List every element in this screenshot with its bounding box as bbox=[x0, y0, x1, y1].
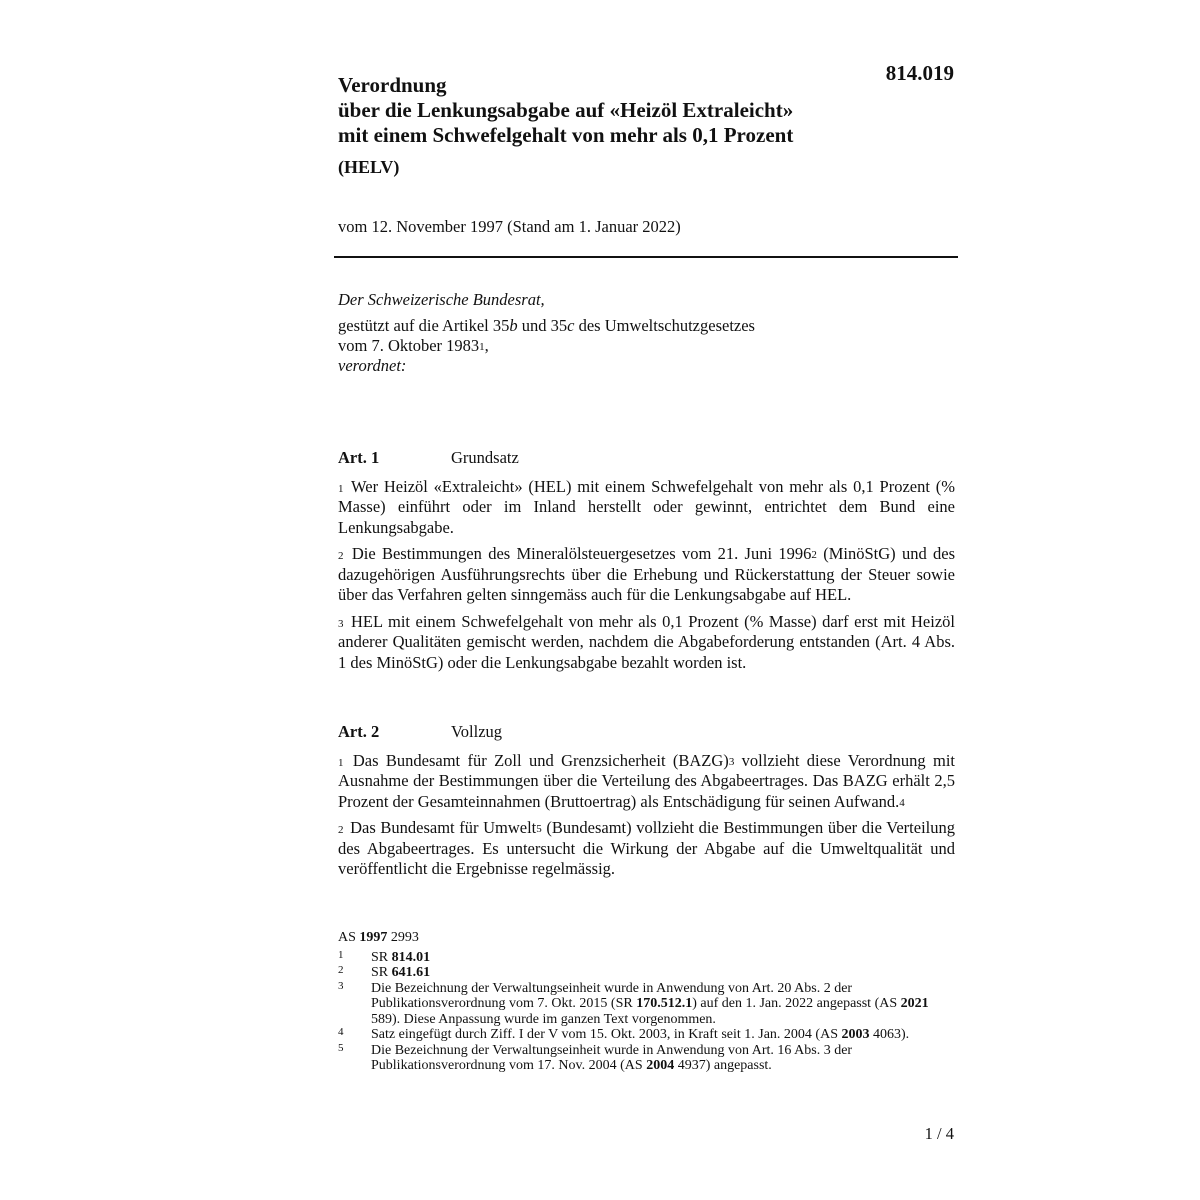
basis-letter: b bbox=[509, 316, 518, 335]
footnote-body bbox=[371, 950, 951, 966]
preamble-legal-basis bbox=[338, 316, 958, 356]
basis-text: vom 7. Oktober 1983 bbox=[338, 336, 480, 355]
footnote-text: AS bbox=[338, 930, 360, 945]
footnote-bold: 1997 bbox=[359, 930, 388, 945]
article-heading bbox=[338, 722, 955, 743]
paragraph-text: Die Bestimmungen des Mineralölsteuergesetzes vom 21. Juni 1996 bbox=[351, 544, 812, 563]
decree-date: vom 12. November 1997 (Stand am 1. Januar 2022) bbox=[338, 217, 681, 236]
preamble bbox=[338, 290, 958, 376]
basis-letter: c bbox=[567, 316, 575, 335]
paragraph-number: 2 bbox=[338, 824, 344, 836]
footnote-text: SR bbox=[371, 949, 392, 965]
preamble-authority: Der Schweizerische Bundesrat, bbox=[338, 290, 545, 309]
footnote-bold: 641.61 bbox=[391, 965, 431, 980]
footnote-number: 3 bbox=[338, 979, 344, 992]
footnote-ref[interactable]: 5 bbox=[536, 823, 542, 835]
basis-text: und 35 bbox=[517, 316, 568, 335]
footnote-body bbox=[371, 965, 951, 981]
paragraph-text: (MinöStG) und des dazugehörigen Ausführungsrechts über die Erhebung und Rückerstattung der Steuer sowie über das Verfahren gelten sinngemäss auch für die Lenkungsabgabe auf HEL. bbox=[338, 544, 956, 604]
footnote bbox=[338, 950, 958, 966]
footnote-number: 1 bbox=[338, 948, 344, 961]
page-number: 1 / 4 bbox=[924, 1124, 954, 1143]
preamble-enacts: verordnet: bbox=[338, 356, 407, 375]
footnote-ref[interactable]: 1 bbox=[479, 341, 485, 353]
article-heading bbox=[338, 448, 955, 469]
paragraph-text: Das Bundesamt für Umwelt bbox=[350, 818, 537, 837]
paragraph-text: Das Bundesamt für Zoll und Grenzsicherheit (BAZG) bbox=[352, 750, 729, 770]
title-divider bbox=[334, 256, 958, 258]
paragraph-text: (Bundesamt) vollzieht die Bestimmungen über die Verteilung des Abgabeertrages. Es untersucht die Wirkung der Abgabe auf die Umweltqualität und veröffentlicht die Ergebnisse regelmässig. bbox=[338, 818, 955, 878]
title-line: mit einem Schwefelgehalt von mehr als 0,1 Prozent bbox=[338, 123, 794, 147]
footnote-ref[interactable]: 2 bbox=[811, 549, 817, 561]
article-number: Art. 2 bbox=[338, 722, 380, 741]
paragraph-text: Wer Heizöl «Extraleicht» (HEL) mit einem Schwefelgehalt von mehr als 0,1 Prozent (% Masse) einführt oder im Inland herstellt oder gewinnt, entrichtet dem Bund eine Lenkungsabgabe. bbox=[338, 476, 955, 537]
paragraph-number: 3 bbox=[338, 617, 344, 630]
paragraph-number: 1 bbox=[338, 756, 344, 769]
footnote-bold: 170.512.1 bbox=[636, 996, 693, 1011]
footnote bbox=[338, 1027, 958, 1043]
footnote bbox=[338, 965, 958, 981]
footnote-body bbox=[371, 1043, 951, 1074]
footnote-body bbox=[371, 1027, 951, 1043]
footnote-text: Die Bezeichnung der Verwaltungseinheit wurde in Anwendung von Art. 16 Abs. 3 der Publikationsverordnung vom 17. Nov. 2004 (AS bbox=[371, 1042, 853, 1073]
article-title: Grundsatz bbox=[451, 448, 519, 467]
basis-text: , bbox=[484, 336, 489, 355]
footnote-number: 4 bbox=[338, 1026, 344, 1038]
footnote-ref[interactable]: 4 bbox=[899, 796, 905, 809]
footnote-text: SR bbox=[371, 965, 392, 980]
paragraph-number: 2 bbox=[338, 550, 344, 562]
footnote-ref[interactable]: 3 bbox=[728, 755, 735, 768]
paragraph bbox=[338, 477, 955, 539]
footnote-bold: 2003 bbox=[841, 1027, 870, 1042]
article-number: Art. 1 bbox=[338, 448, 380, 467]
article-1 bbox=[338, 448, 955, 673]
basis-text: gestützt auf die Artikel 35 bbox=[338, 316, 510, 335]
footnote-text: Satz eingefügt durch Ziff. I der V vom 15. Okt. 2003, in Kraft seit 1. Jan. 2004 (AS bbox=[371, 1027, 842, 1042]
paragraph bbox=[338, 544, 955, 606]
article-title: Vollzug bbox=[451, 722, 503, 741]
footnote-bold: 814.01 bbox=[391, 949, 431, 965]
footnote-text: 2993 bbox=[387, 930, 419, 945]
footnote-text: ) auf den 1. Jan. 2022 angepasst (AS bbox=[692, 996, 901, 1011]
footnote-number: 5 bbox=[338, 1041, 344, 1054]
footnote-text: 589). Diese Anpassung wurde im ganzen Text vorgenommen. bbox=[371, 1011, 716, 1027]
footnote-body bbox=[371, 981, 951, 1028]
footnote-bold: 2021 bbox=[900, 996, 929, 1011]
footnotes bbox=[338, 930, 958, 1074]
footnote-text: 4937) angepasst. bbox=[674, 1058, 772, 1073]
footnote bbox=[338, 981, 958, 1028]
page-title bbox=[338, 73, 898, 148]
footnote bbox=[338, 1043, 958, 1074]
article-2 bbox=[338, 722, 955, 880]
paragraph-number: 1 bbox=[338, 482, 344, 495]
paragraph-text: HEL mit einem Schwefelgehalt von mehr als 0,1 Prozent (% Masse) darf erst mit Heizöl anderer Qualitäten gemischt werden, nachdem die Abgabeforderung entstanden (Art. 4 Abs. 1 des MinöStG) oder die Lenkungsabgabe bezahlt worden ist. bbox=[338, 611, 955, 672]
footnote-text: Die Bezeichnung der Verwaltungseinheit wurde in Anwendung von Art. 20 Abs. 2 der Publikationsverordnung vom 7. Okt. 2015 (SR bbox=[371, 980, 853, 1011]
title-line: Verordnung bbox=[338, 73, 447, 97]
paragraph-text: vollzieht diese Verordnung mit Ausnahme der Bestimmungen über die Verteilung des Abgabeertrages. Das BAZG erhält 2,5 Prozent der Gesamteinnahmen (Bruttoertrag) als Entschädigung für seinen Aufwand. bbox=[338, 750, 956, 811]
official-collection-ref bbox=[338, 930, 958, 946]
basis-text: des Umweltschutzgesetzes bbox=[574, 316, 755, 335]
paragraph bbox=[338, 818, 955, 880]
footnote-bold: 2004 bbox=[646, 1058, 675, 1073]
paragraph bbox=[338, 612, 955, 674]
footnote-text: 4063). bbox=[869, 1027, 910, 1042]
paragraph bbox=[338, 751, 955, 813]
sr-number: 814.019 bbox=[885, 61, 954, 85]
title-abbreviation: (HELV) bbox=[338, 157, 400, 177]
title-line: über die Lenkungsabgabe auf «Heizöl Extraleicht» bbox=[338, 98, 794, 122]
footnote-number: 2 bbox=[338, 964, 344, 976]
